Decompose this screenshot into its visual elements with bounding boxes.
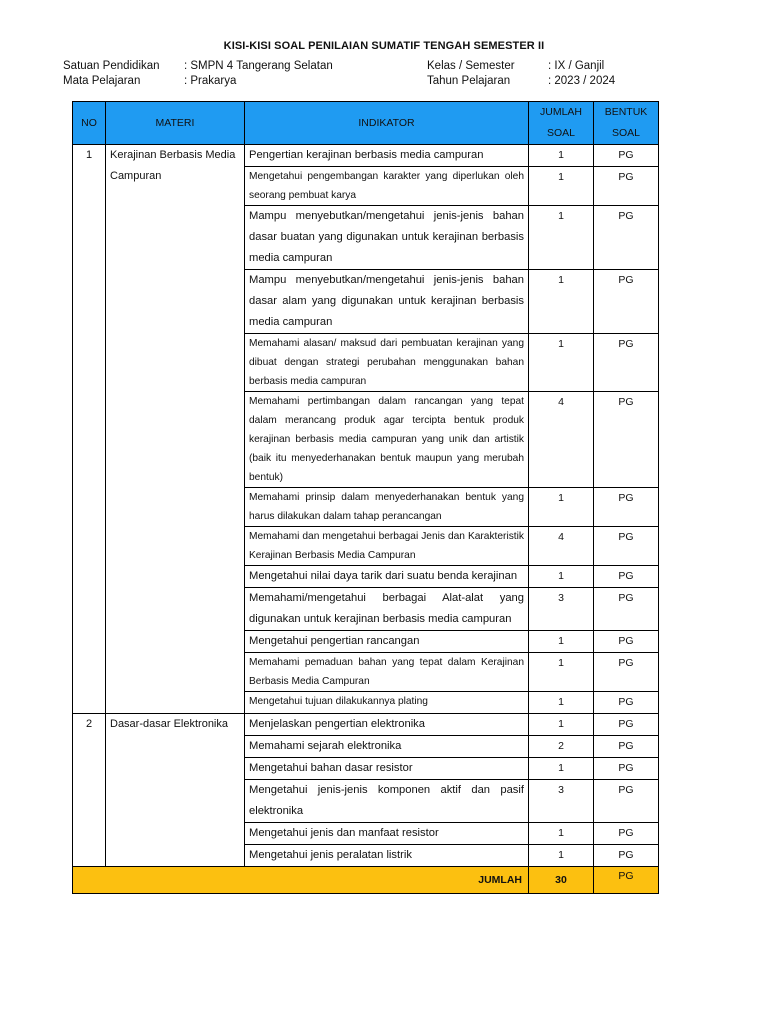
cell-jumlah-soal: 4 (529, 392, 594, 488)
cell-bentuk-soal: PG (594, 588, 659, 631)
cell-indikator: Mampu menyebutkan/mengetahui jenis-jenis bahan dasar buatan yang digunakan untuk kerajinan berbasis media campuran (245, 206, 529, 270)
cell-bentuk-soal: PG (594, 167, 659, 206)
total-row (73, 867, 659, 894)
cell-indikator: Mengetahui nilai daya tarik dari suatu benda kerajinan (245, 566, 529, 588)
header-no: NO (73, 102, 106, 145)
table-body (73, 145, 659, 867)
cell-jumlah-soal: 1 (529, 167, 594, 206)
cell-jumlah-soal: 3 (529, 588, 594, 631)
cell-jumlah-soal: 1 (529, 270, 594, 334)
kelas-value: : IX / Ganjil (548, 60, 605, 72)
cell-no: 1 (73, 145, 106, 714)
header-materi: MATERI (106, 102, 245, 145)
cell-no: 2 (73, 714, 106, 867)
cell-jumlah-soal: 1 (529, 692, 594, 714)
cell-jumlah-soal: 1 (529, 488, 594, 527)
cell-indikator: Mampu menyebutkan/mengetahui jenis-jenis bahan dasar alam yang digunakan untuk kerajinan berbasis media campuran (245, 270, 529, 334)
cell-bentuk-soal: PG (594, 845, 659, 867)
cell-bentuk-soal: PG (594, 631, 659, 653)
cell-jumlah-soal: 1 (529, 845, 594, 867)
cell-jumlah-soal: 1 (529, 823, 594, 845)
cell-indikator: Memahami pemaduan bahan yang tepat dalam Kerajinan Berbasis Media Campuran (245, 653, 529, 692)
cell-indikator: Mengetahui jenis peralatan listrik (245, 845, 529, 867)
cell-jumlah-soal: 1 (529, 145, 594, 167)
cell-jumlah-soal: 1 (529, 758, 594, 780)
cell-jumlah-soal: 1 (529, 714, 594, 736)
table-row (73, 714, 659, 736)
cell-indikator: Memahami/mengetahui berbagai Alat-alat yang digunakan untuk kerajinan berbasis media campuran (245, 588, 529, 631)
cell-bentuk-soal: PG (594, 145, 659, 167)
cell-indikator: Mengetahui tujuan dilakukannya plating (245, 692, 529, 714)
cell-indikator: Mengetahui jenis-jenis komponen aktif dan pasif elektronika (245, 780, 529, 823)
cell-materi: Kerajinan Berbasis Media Campuran (106, 145, 245, 714)
cell-indikator: Mengetahui pengembangan karakter yang diperlukan oleh seorang pembuat karya (245, 167, 529, 206)
satuan-label: Satuan Pendidikan (63, 60, 160, 72)
cell-jumlah-soal: 2 (529, 736, 594, 758)
cell-indikator: Memahami dan mengetahui berbagai Jenis dan Karakteristik Kerajinan Berbasis Media Campuran (245, 527, 529, 566)
cell-bentuk-soal: PG (594, 206, 659, 270)
cell-bentuk-soal: PG (594, 780, 659, 823)
cell-materi: Dasar-dasar Elektronika (106, 714, 245, 867)
cell-bentuk-soal: PG (594, 714, 659, 736)
header-bentuk-line2: SOAL (611, 127, 640, 139)
cell-bentuk-soal: PG (594, 758, 659, 780)
cell-bentuk-soal: PG (594, 334, 659, 392)
cell-jumlah-soal: 4 (529, 527, 594, 566)
cell-indikator: Memahami alasan/ maksud dari pembuatan kerajinan yang dibuat dengan strategi perubahan menggunakan bahan berbasis media campuran (245, 334, 529, 392)
document-title: KISI-KISI SOAL PENILAIAN SUMATIF TENGAH SEMESTER II (223, 40, 545, 52)
header-bentuk-soal (594, 102, 659, 145)
cell-jumlah-soal: 1 (529, 631, 594, 653)
total-bentuk: PG (594, 867, 659, 894)
cell-indikator: Memahami prinsip dalam menyederhanakan bentuk yang harus dilakukan dalam tahap perancangan (245, 488, 529, 527)
header-jumlah-line1: JUMLAH (539, 106, 582, 118)
cell-indikator: Mengetahui pengertian rancangan (245, 631, 529, 653)
header-jumlah-soal (529, 102, 594, 145)
cell-indikator: Menjelaskan pengertian elektronika (245, 714, 529, 736)
cell-indikator: Pengertian kerajinan berbasis media campuran (245, 145, 529, 167)
header-bentuk-line1: BENTUK (604, 106, 648, 118)
mapel-value: : Prakarya (184, 75, 237, 87)
cell-indikator: Memahami pertimbangan dalam rancangan yang tepat dalam merancang produk agar tercipta bentuk produk kerajinan berbasis media campuran yang unik dan artistik (baik itu menyederhanakan bentuk maupun yang merubah bentuk) (245, 392, 529, 488)
kelas-label: Kelas / Semester (427, 60, 515, 72)
tahun-label: Tahun Pelajaran (427, 75, 511, 87)
kisi-kisi-table (72, 101, 659, 894)
cell-bentuk-soal: PG (594, 488, 659, 527)
table-row (73, 145, 659, 167)
cell-indikator: Mengetahui jenis dan manfaat resistor (245, 823, 529, 845)
header-jumlah-line2: SOAL (546, 127, 575, 139)
cell-indikator: Mengetahui bahan dasar resistor (245, 758, 529, 780)
satuan-value: : SMPN 4 Tangerang Selatan (184, 60, 333, 72)
cell-jumlah-soal: 1 (529, 206, 594, 270)
cell-jumlah-soal: 3 (529, 780, 594, 823)
cell-bentuk-soal: PG (594, 527, 659, 566)
table-header-row (73, 102, 659, 145)
cell-bentuk-soal: PG (594, 392, 659, 488)
cell-jumlah-soal: 1 (529, 334, 594, 392)
cell-bentuk-soal: PG (594, 736, 659, 758)
cell-jumlah-soal: 1 (529, 566, 594, 588)
cell-bentuk-soal: PG (594, 823, 659, 845)
cell-bentuk-soal: PG (594, 653, 659, 692)
cell-jumlah-soal: 1 (529, 653, 594, 692)
tahun-value: : 2023 / 2024 (548, 75, 616, 87)
total-label: JUMLAH (73, 867, 529, 894)
cell-indikator: Memahami sejarah elektronika (245, 736, 529, 758)
cell-bentuk-soal: PG (594, 692, 659, 714)
cell-bentuk-soal: PG (594, 566, 659, 588)
mapel-label: Mata Pelajaran (63, 75, 141, 87)
total-value: 30 (529, 867, 594, 894)
header-indikator: INDIKATOR (245, 102, 529, 145)
cell-bentuk-soal: PG (594, 270, 659, 334)
